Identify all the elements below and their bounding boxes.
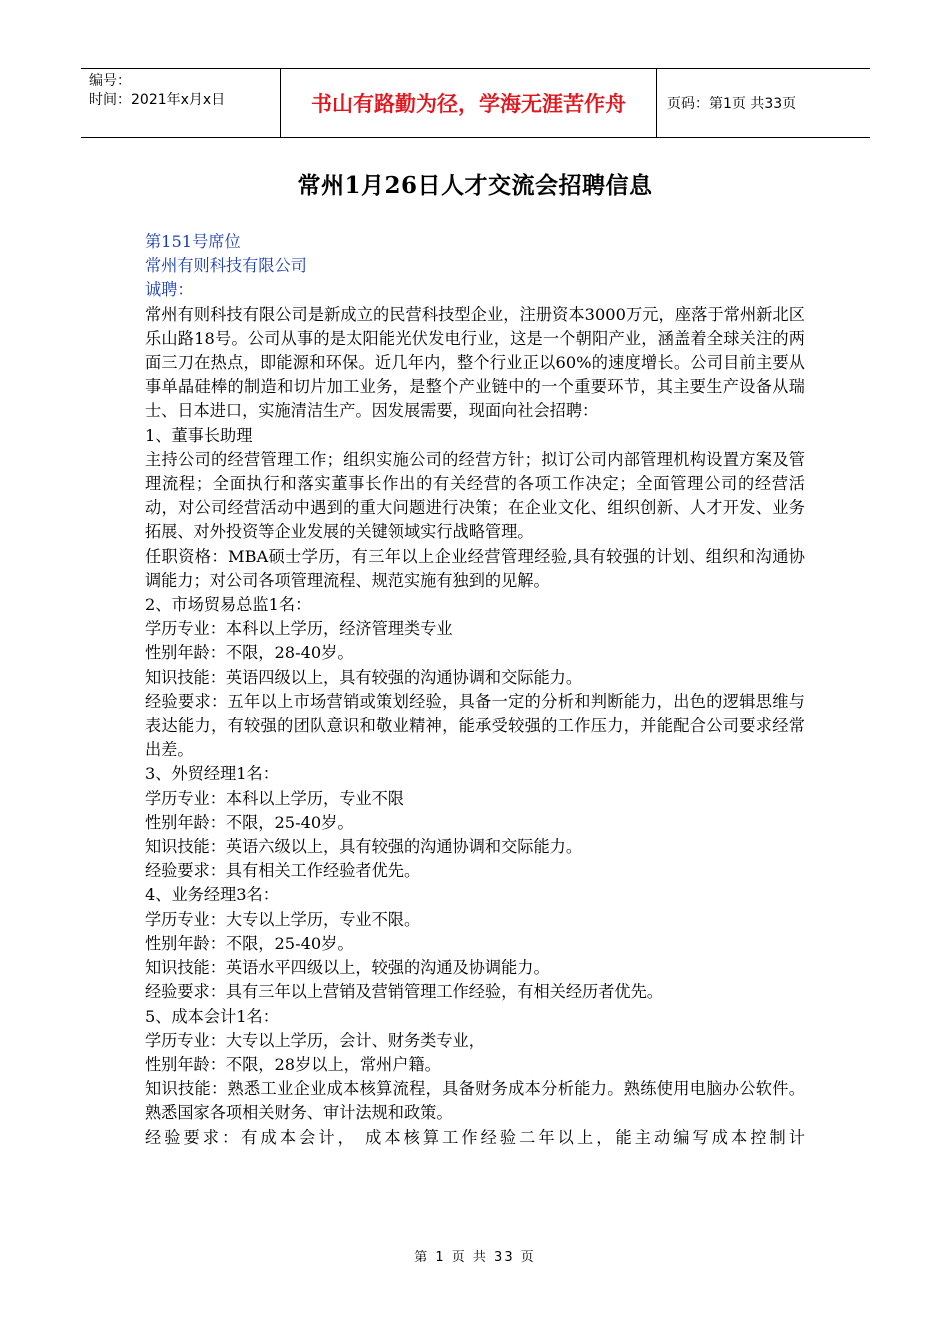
requirement-line: 性别年龄：不限，28-40岁。 bbox=[145, 643, 354, 663]
position-heading: 2、市场贸易总监1名： bbox=[145, 595, 312, 615]
header-motto-cell bbox=[281, 69, 657, 137]
position-heading: 1、董事长助理 bbox=[145, 425, 253, 445]
position-duties: 主持公司的经营管理工作；组织实施公司的经营方针；拟订公司内部管理机构设置方案及管理流程；全面执行和落实董事长作出的有关经营的各项工作决定；全面管理公司的经营活动，对公司经营活动中遇到的重大问题进行决策；在企业文化、组织创新、人才开发、业务拓展、对外投资等企业发展的关键领域实行战略管理。 bbox=[145, 449, 805, 542]
requirement-line: 知识技能：英语水平四级以上，较强的沟通及协调能力。 bbox=[145, 958, 550, 978]
requirement-line: 学历专业：本科以上学历，专业不限 bbox=[145, 788, 404, 808]
requirement-line: 学历专业：大专以上学历，专业不限。 bbox=[145, 909, 421, 929]
position-qualification: 任职资格：MBA硕士学历，有三年以上企业经营管理经验,具有较强的计划、组织和沟通协调能力；对公司各项管理流程、规范实施有独到的见解。 bbox=[145, 546, 805, 590]
requirement-line: 学历专业：大专以上学历，会计、财务类专业， bbox=[145, 1030, 485, 1050]
requirement-line: 知识技能：英语四级以上，具有较强的沟通协调和交际能力。 bbox=[145, 667, 583, 687]
requirement-line: 性别年龄：不限，25-40岁。 bbox=[145, 933, 354, 953]
booth-number: 第151号席位 bbox=[145, 232, 241, 251]
time-label: 时间：2021年x月x日 bbox=[89, 92, 226, 108]
hiring-label: 诚聘： bbox=[145, 280, 194, 300]
document-title: 常州1月26日人才交流会招聘信息 bbox=[297, 172, 653, 199]
requirement-line: 经验要求：五年以上市场营销或策划经验，具备一定的分析和判断能力，出色的逻辑思维与表达能力，有较强的团队意识和敬业精神，能承受较强的工作压力，并能配合公司要求经常出差。 bbox=[145, 691, 805, 760]
requirement-line: 经验要求：具有三年以上营销及营销管理工作经验，有相关经历者优先。 bbox=[145, 982, 663, 1002]
position-heading: 4、业务经理3名： bbox=[145, 885, 279, 905]
position-heading: 3、外贸经理1名： bbox=[145, 764, 279, 784]
document-header bbox=[81, 68, 870, 138]
position-heading: 5、成本会计1名： bbox=[145, 1006, 279, 1026]
number-label: 编号： bbox=[89, 73, 131, 89]
company-intro-paragraph: 常州有则科技有限公司是新成立的民营科技型企业，注册资本3000万元，座落于常州新北区乐山路18号。公司从事的是太阳能光伏发电行业，这是一个朝阳产业，涵盖着全球关注的两面三刀在热点，即能源和环保。近几年内，整个行业正以60%的速度增长。公司目前主要从事单晶硅棒的制造和切片加工业务，是整个产业链中的一个重要环节，其主要生产设备从瑞士、日本进口，实施清洁生产。因发展需要，现面向社会招聘： bbox=[145, 304, 805, 421]
page-footer: 第 1 页 共 33 页 bbox=[414, 1250, 536, 1265]
requirement-line: 学历专业：本科以上学历，经济管理类专业 bbox=[145, 619, 453, 639]
requirement-line: 知识技能：英语六级以上，具有较强的沟通协调和交际能力。 bbox=[145, 837, 583, 857]
document-body bbox=[145, 230, 805, 1150]
requirement-line: 经验要求：有成本会计， 成本核算工作经验二年以上，能主动编写成本控制计 bbox=[145, 1127, 805, 1147]
requirement-line: 知识技能：熟悉工业企业成本核算流程，具备财务成本分析能力。熟练使用电脑办公软件。熟悉国家各项相关财务、审计法规和政策。 bbox=[145, 1079, 805, 1123]
requirement-line: 性别年龄：不限，25-40岁。 bbox=[145, 812, 354, 832]
motto-text: 书山有路勤为径，学海无涯苦作舟 bbox=[311, 92, 626, 116]
company-name: 常州有则科技有限公司 bbox=[145, 256, 307, 276]
requirement-line: 经验要求：具有相关工作经验者优先。 bbox=[145, 861, 421, 881]
page-info: 页码：第1页 共33页 bbox=[667, 96, 797, 112]
header-page-cell bbox=[657, 69, 870, 137]
requirement-line: 性别年龄：不限，28岁以上，常州户籍。 bbox=[145, 1054, 441, 1074]
header-meta-cell bbox=[81, 69, 281, 137]
